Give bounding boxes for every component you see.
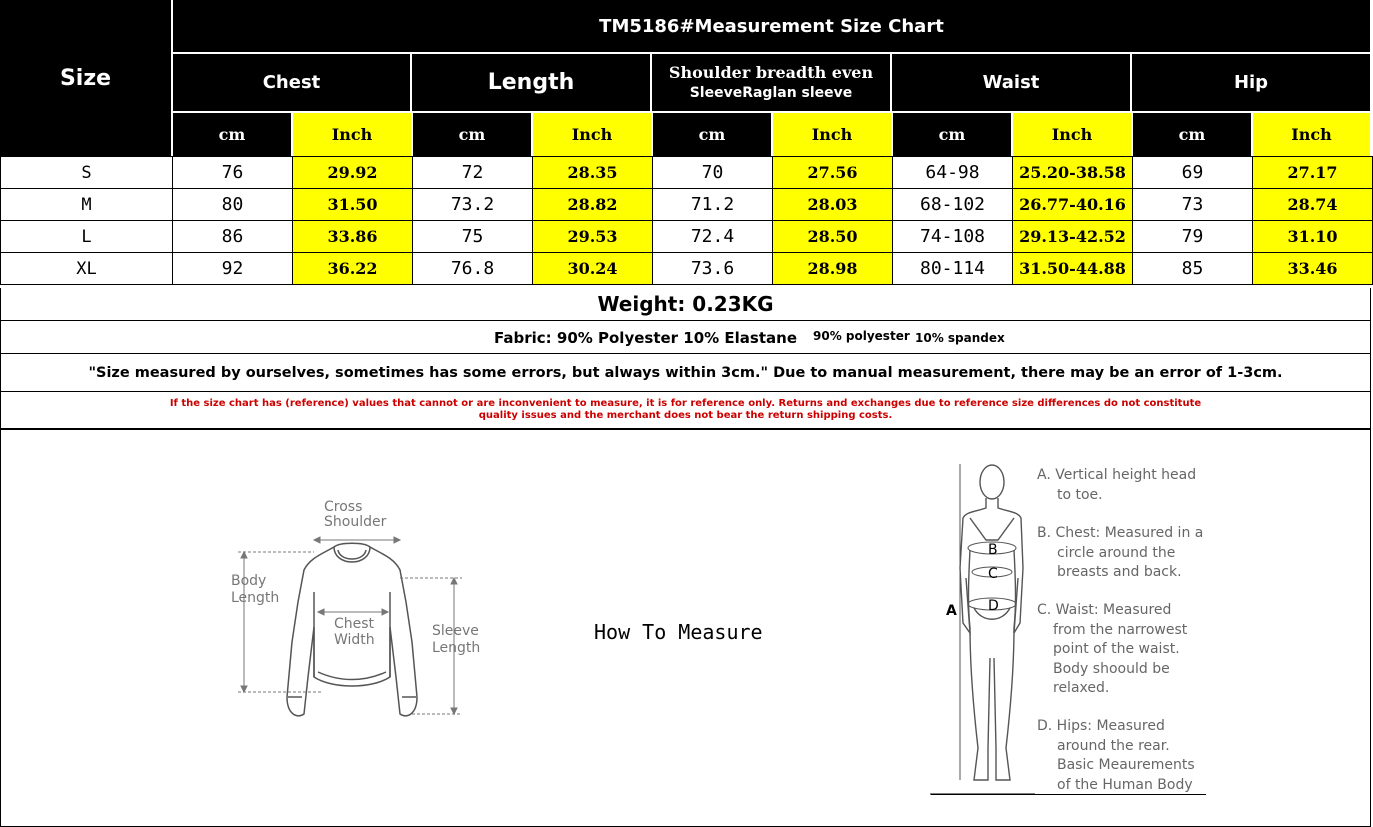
inch-cell: 29.53 (533, 221, 653, 253)
inch-cell: 28.35 (533, 157, 653, 189)
chest-width-label-2: Width (334, 632, 375, 648)
inch-cell: 29.92 (293, 157, 413, 189)
marker-d: D (988, 598, 999, 614)
table-row (1, 189, 1373, 221)
inch-cell: 29.13-42.52 (1013, 221, 1133, 253)
notice-row (0, 392, 1371, 430)
cm-cell: 73.6 (653, 253, 773, 285)
note-c: C. Waist: Measured from the narrowest point of the waist. Body shoould be relaxed. (1037, 602, 1188, 696)
fabric-row (0, 321, 1371, 354)
disclaimer-row (0, 354, 1371, 392)
body-length-label-1: Body (231, 573, 267, 589)
size-cell: S (1, 157, 173, 189)
inch-cell: 28.74 (1253, 189, 1373, 221)
cm-cell: 64-98 (893, 157, 1013, 189)
unit-inch-chest: Inch (293, 113, 411, 156)
cm-cell: 76 (173, 157, 293, 189)
inch-cell: 31.10 (1253, 221, 1373, 253)
group-waist: Waist (892, 54, 1130, 111)
unit-cm-shoulder: cm (653, 113, 771, 156)
inch-cell: 28.50 (773, 221, 893, 253)
inch-cell: 28.98 (773, 253, 893, 285)
cm-cell: 80-114 (893, 253, 1013, 285)
group-chest: Chest (173, 54, 410, 111)
fabric-text: Fabric: 90% Polyester 10% Elastane (494, 329, 797, 347)
size-cell: L (1, 221, 173, 253)
marker-a: A (946, 603, 957, 619)
cm-cell: 73.2 (413, 189, 533, 221)
size-label: Size (59, 65, 112, 91)
inch-cell: 31.50 (293, 189, 413, 221)
unit-cm-waist: cm (893, 113, 1011, 156)
disclaimer-text: "Size measured by ourselves, sometimes has some errors, but always within 3cm." Due to manual measurement, there may be an error of 1-3cm. (88, 364, 1283, 381)
inch-cell: 33.46 (1253, 253, 1373, 285)
cm-cell: 92 (173, 253, 293, 285)
note-a: A. Vertical height head to toe. (1037, 467, 1197, 503)
note-d: D. Hips: Measured around the rear. Basic Meaurements of the Human Body (1037, 718, 1195, 793)
cm-cell: 68-102 (893, 189, 1013, 221)
notice-line-2: quality issues and the merchant does not bear the return shipping costs. (478, 410, 893, 421)
cm-cell: 69 (1133, 157, 1253, 189)
marker-b: B (988, 542, 998, 558)
inch-cell: 26.77-40.16 (1013, 189, 1133, 221)
notice-line-1: If the size chart has (reference) values that cannot or are inconvenient to measure, it is for reference only. Returns and exchanges due to reference size differences do not constitute (169, 398, 1202, 409)
chart-title: TM5186#Measurement Size Chart (173, 0, 1370, 52)
cross-shoulder-label-1: Cross (324, 499, 363, 515)
sweater-diagram (222, 492, 492, 727)
weight-text: Weight: 0.23KG (597, 292, 774, 316)
cm-cell: 72 (413, 157, 533, 189)
inch-cell: 27.56 (773, 157, 893, 189)
unit-inch-shoulder: Inch (773, 113, 891, 156)
note-b: B. Chest: Measured in a circle around the breasts and back. (1037, 525, 1204, 580)
table-row (1, 221, 1373, 253)
cm-cell: 85 (1133, 253, 1253, 285)
chest-width-label-1: Chest (334, 616, 375, 632)
cm-cell: 80 (173, 189, 293, 221)
cm-cell: 70 (653, 157, 773, 189)
how-to-measure-title: How To Measure (594, 620, 763, 644)
body-outline (960, 465, 1023, 780)
weight-row (0, 288, 1371, 321)
group-hip: Hip (1132, 54, 1370, 111)
cm-cell: 73 (1133, 189, 1253, 221)
unit-inch-waist: Inch (1013, 113, 1131, 156)
inch-cell: 28.82 (533, 189, 653, 221)
table-row (1, 253, 1373, 285)
inch-cell: 31.50-44.88 (1013, 253, 1133, 285)
cm-cell: 72.4 (653, 221, 773, 253)
body-diagram (930, 458, 1035, 798)
table-row (1, 157, 1373, 189)
sleeve-length-label-1: Sleeve (432, 623, 479, 639)
cm-cell: 86 (173, 221, 293, 253)
fabric-tag-spandex: 10% spandex (915, 331, 1005, 345)
cm-cell: 74-108 (893, 221, 1013, 253)
unit-inch-hip: Inch (1253, 113, 1370, 156)
group-shoulder: Shoulder breadth even SleeveRaglan sleeve (652, 54, 890, 111)
size-table (0, 156, 1373, 285)
inch-cell: 36.22 (293, 253, 413, 285)
cm-cell: 79 (1133, 221, 1253, 253)
size-cell: M (1, 189, 173, 221)
unit-cm-hip: cm (1133, 113, 1251, 156)
size-cell: XL (1, 253, 173, 285)
fabric-tag-polyester: 90% polyester (813, 329, 910, 343)
size-header (0, 0, 171, 156)
sleeve-length-label-2: Length (432, 640, 481, 656)
cm-cell: 76.8 (413, 253, 533, 285)
cm-cell: 75 (413, 221, 533, 253)
group-length: Length (412, 54, 650, 111)
unit-cm-length: cm (413, 113, 531, 156)
inch-cell: 33.86 (293, 221, 413, 253)
cm-cell: 71.2 (653, 189, 773, 221)
unit-cm-chest: cm (173, 113, 291, 156)
body-length-label-2: Length (231, 590, 280, 606)
marker-c: C (988, 566, 998, 582)
inch-cell: 30.24 (533, 253, 653, 285)
cross-shoulder-label-2: Shoulder (324, 514, 387, 530)
inch-cell: 25.20-38.58 (1013, 157, 1133, 189)
unit-inch-length: Inch (533, 113, 651, 156)
inch-cell: 27.17 (1253, 157, 1373, 189)
inch-cell: 28.03 (773, 189, 893, 221)
